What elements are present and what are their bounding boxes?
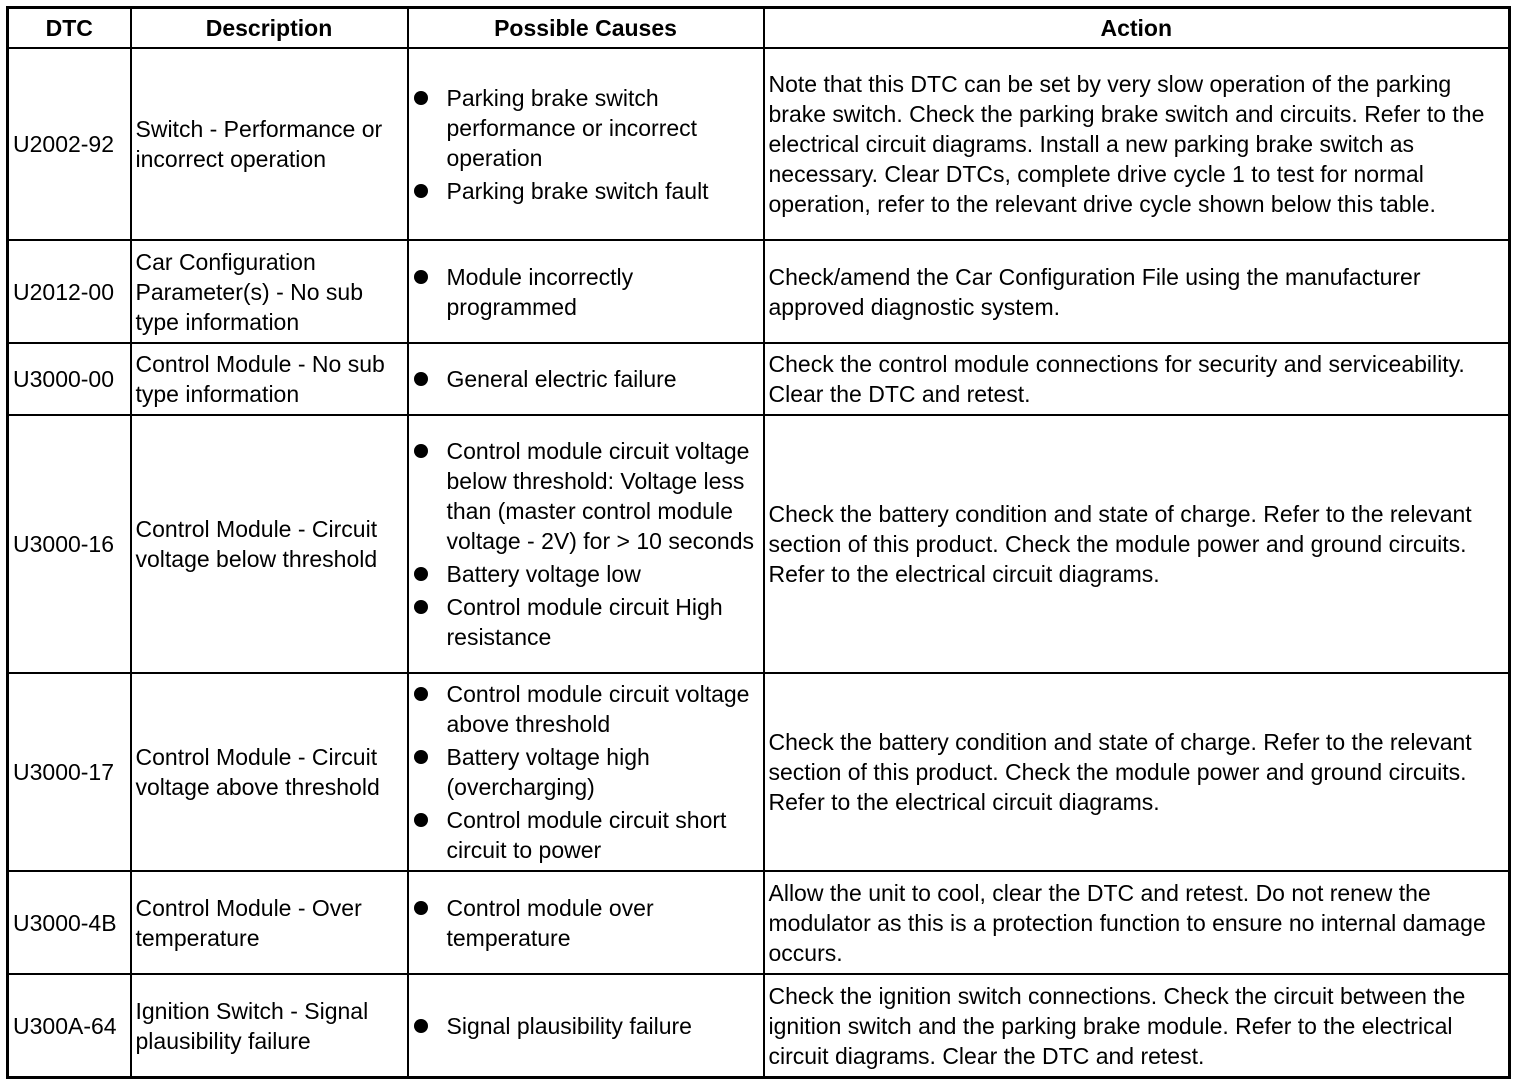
dtc-code: U2012-00 [8, 240, 131, 343]
cause-item: Control module circuit High resistance [413, 592, 759, 652]
dtc-code: U3000-00 [8, 343, 131, 415]
dtc-action: Check the control module connections for security and serviceability. Clear the DTC and retest. [764, 343, 1510, 415]
dtc-code: U3000-16 [8, 415, 131, 673]
possible-causes [408, 343, 764, 415]
dtc-action: Allow the unit to cool, clear the DTC and retest. Do not renew the modulator as this is a protection function to ensure no internal damage occurs. [764, 871, 1510, 974]
table-row [8, 415, 1510, 673]
bullet-icon [414, 750, 428, 764]
header-action: Action [764, 8, 1510, 49]
table-row [8, 673, 1510, 871]
possible-causes [408, 871, 764, 974]
possible-causes [408, 48, 764, 240]
cause-item: Module incorrectly programmed [413, 262, 759, 322]
table-row [8, 48, 1510, 240]
dtc-action: Check the battery condition and state of charge. Refer to the relevant section of this product. Check the module power and ground circuits. Refer to the electrical circuit diagrams. [764, 673, 1510, 871]
possible-causes [408, 415, 764, 673]
bullet-icon [414, 901, 428, 915]
bullet-icon [414, 91, 428, 105]
dtc-code: U3000-17 [8, 673, 131, 871]
dtc-action: Check the ignition switch connections. Check the circuit between the ignition switch and the parking brake module. Refer to the electrical circuit diagrams. Clear the DTC and retest. [764, 974, 1510, 1078]
bullet-icon [414, 372, 428, 386]
cause-item: Battery voltage low [413, 559, 759, 589]
cause-item: Control module circuit short circuit to power [413, 805, 759, 865]
cause-item: Control module circuit voltage below threshold: Voltage less than (master control module voltage - 2V) for > 10 seconds [413, 436, 759, 556]
causes-list [413, 436, 759, 652]
dtc-description: Control Module - Circuit voltage below threshold [131, 415, 408, 673]
causes-list [413, 679, 759, 865]
table-row [8, 343, 1510, 415]
table-row [8, 871, 1510, 974]
dtc-description: Control Module - Over temperature [131, 871, 408, 974]
dtc-description: Switch - Performance or incorrect operation [131, 48, 408, 240]
bullet-icon [414, 270, 428, 284]
dtc-description: Control Module - No sub type information [131, 343, 408, 415]
dtc-action: Check the battery condition and state of charge. Refer to the relevant section of this product. Check the module power and ground circuits. Refer to the electrical circuit diagrams. [764, 415, 1510, 673]
causes-list [413, 262, 759, 322]
possible-causes [408, 240, 764, 343]
header-row [8, 8, 1510, 49]
possible-causes [408, 974, 764, 1078]
header-possible-causes: Possible Causes [408, 8, 764, 49]
cause-item: Signal plausibility failure [413, 1011, 759, 1041]
bullet-icon [414, 444, 428, 458]
bullet-icon [414, 567, 428, 581]
dtc-code: U2002-92 [8, 48, 131, 240]
cause-item: Battery voltage high (overcharging) [413, 742, 759, 802]
cause-item: Control module circuit voltage above threshold [413, 679, 759, 739]
bullet-icon [414, 1019, 428, 1033]
bullet-icon [414, 184, 428, 198]
bullet-icon [414, 600, 428, 614]
dtc-description: Control Module - Circuit voltage above threshold [131, 673, 408, 871]
header-dtc: DTC [8, 8, 131, 49]
dtc-description: Car Configuration Parameter(s) - No sub type information [131, 240, 408, 343]
dtc-description: Ignition Switch - Signal plausibility failure [131, 974, 408, 1078]
table-row [8, 974, 1510, 1078]
cause-item: Parking brake switch performance or incorrect operation [413, 83, 759, 173]
dtc-code: U300A-64 [8, 974, 131, 1078]
dtc-table [6, 6, 1511, 1079]
bullet-icon [414, 687, 428, 701]
dtc-action: Note that this DTC can be set by very slow operation of the parking brake switch. Check the parking brake switch and circuits. Refer to the electrical circuit diagrams. Install a new parking brake switch as necessary. Clear DTCs, complete drive cycle 1 to test for normal operation, refer to the relevant drive cycle shown below this table. [764, 48, 1510, 240]
bullet-icon [414, 813, 428, 827]
cause-item: Control module over temperature [413, 893, 759, 953]
possible-causes [408, 673, 764, 871]
causes-list [413, 83, 759, 206]
cause-item: Parking brake switch fault [413, 176, 759, 206]
causes-list [413, 364, 759, 394]
causes-list [413, 1011, 759, 1041]
causes-list [413, 893, 759, 953]
dtc-action: Check/amend the Car Configuration File using the manufacturer approved diagnostic system. [764, 240, 1510, 343]
table-row [8, 240, 1510, 343]
cause-item: General electric failure [413, 364, 759, 394]
header-description: Description [131, 8, 408, 49]
dtc-code: U3000-4B [8, 871, 131, 974]
